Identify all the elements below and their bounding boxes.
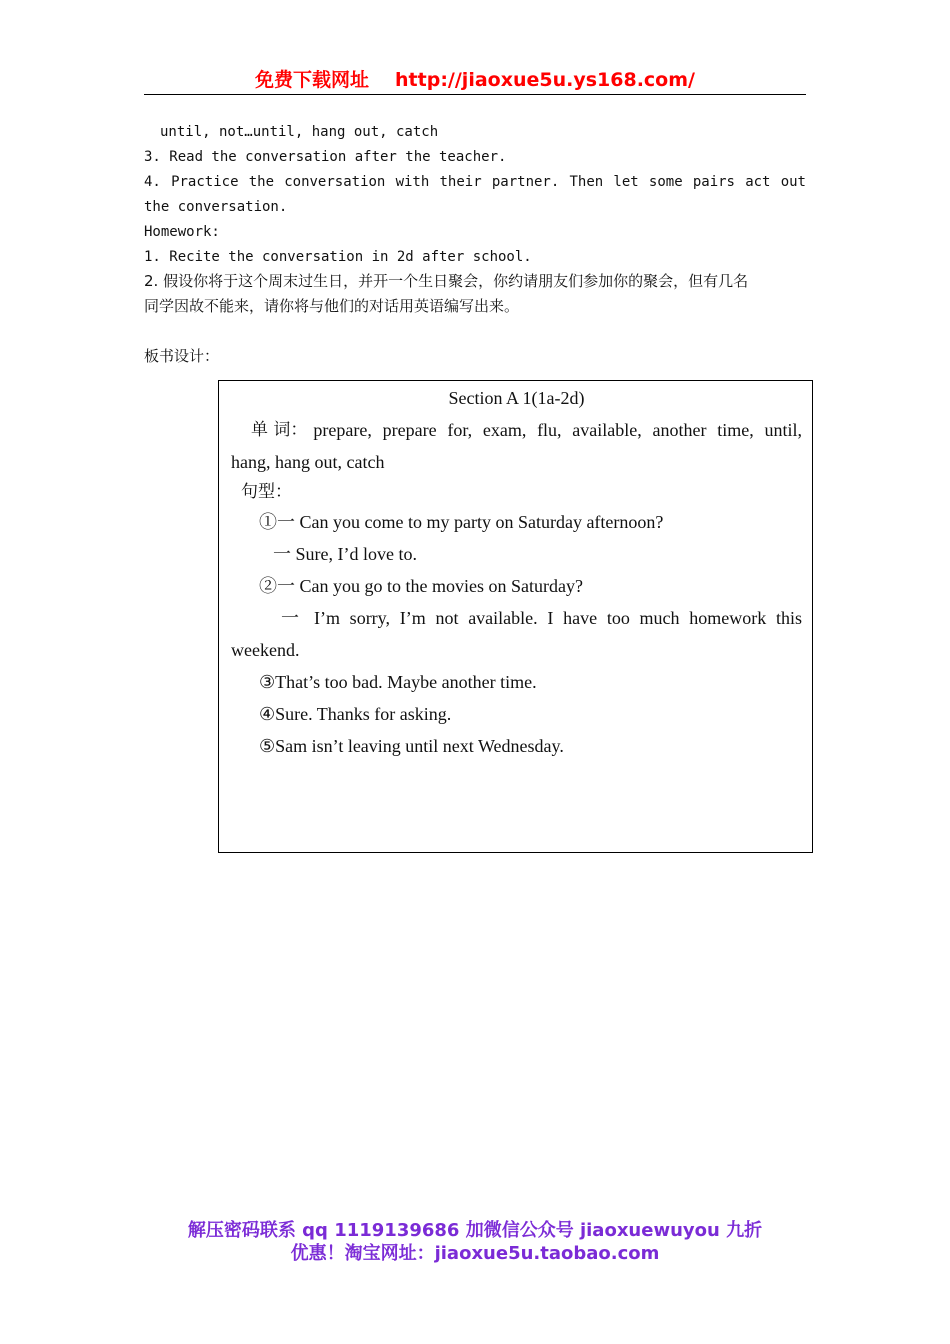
board-sentence-3: ③That’s too bad. Maybe another time.: [259, 672, 537, 692]
page-header: [144, 66, 806, 95]
homework-label: Homework:: [144, 224, 220, 240]
board-sentence-5: ⑤Sam isn’t leaving until next Wednesday.: [259, 736, 564, 756]
step-4-line-2: the conversation.: [144, 199, 288, 215]
step-4-line-1: 4. Practice the conversation with their partner. Then let some pairs act out: [144, 174, 806, 190]
blackboard-design-box: [218, 380, 813, 853]
header-site-name: 免费下载网址: [255, 69, 370, 91]
board-sentence-2-answer-line-1: 一 I’m sorry, I’m not available. I have too much homework this: [281, 608, 802, 628]
board-words-line-1: [231, 414, 802, 446]
header-url[interactable]: http://jiaoxue5u.ys168.com/: [395, 69, 695, 91]
board-sentence-4: ④Sure. Thanks for asking.: [259, 704, 452, 724]
homework-2-line-1: 2. 假设你将于这个周末过生日，并开一个生日聚会，你约请朋友们参加你的聚会，但有几名: [144, 272, 749, 290]
board-title: Section A 1(1a-2d): [448, 388, 585, 408]
step-3: 3. Read the conversation after the teacher.: [144, 149, 507, 165]
footer-line-1: 解压密码联系 qq 1119139686 加微信公众号 jiaoxuewuyou 九折: [187, 1220, 763, 1241]
homework-1: 1. Recite the conversation in 2d after school.: [144, 249, 532, 265]
footer-line-2: 优惠！淘宝网址：jiaoxue5u.taobao.com: [290, 1243, 660, 1264]
board-words-line-2: hang, hang out, catch: [231, 452, 385, 472]
homework-2-line-2: 同学因故不能来，请你将与他们的对话用英语编写出来。: [144, 297, 520, 315]
board-sentence-1-question: ①一 Can you come to my party on Saturday afternoon?: [259, 512, 664, 532]
board-sentence-2-question: ②一 Can you go to the movies on Saturday?: [259, 576, 583, 596]
board-sentence-1-answer: 一 Sure, I’d love to.: [273, 544, 417, 564]
board-sentence-2-answer-line-2: weekend.: [231, 640, 300, 660]
board-patterns-label: 句型：: [241, 482, 292, 502]
vocab-line: until, not…until, hang out, catch: [160, 124, 439, 140]
board-words-list: prepare, prepare for, exam, flu, available, another time, until,: [313, 420, 802, 440]
board-words-label: 单 词：: [251, 420, 308, 440]
board-design-label: 板书设计：: [144, 347, 220, 365]
